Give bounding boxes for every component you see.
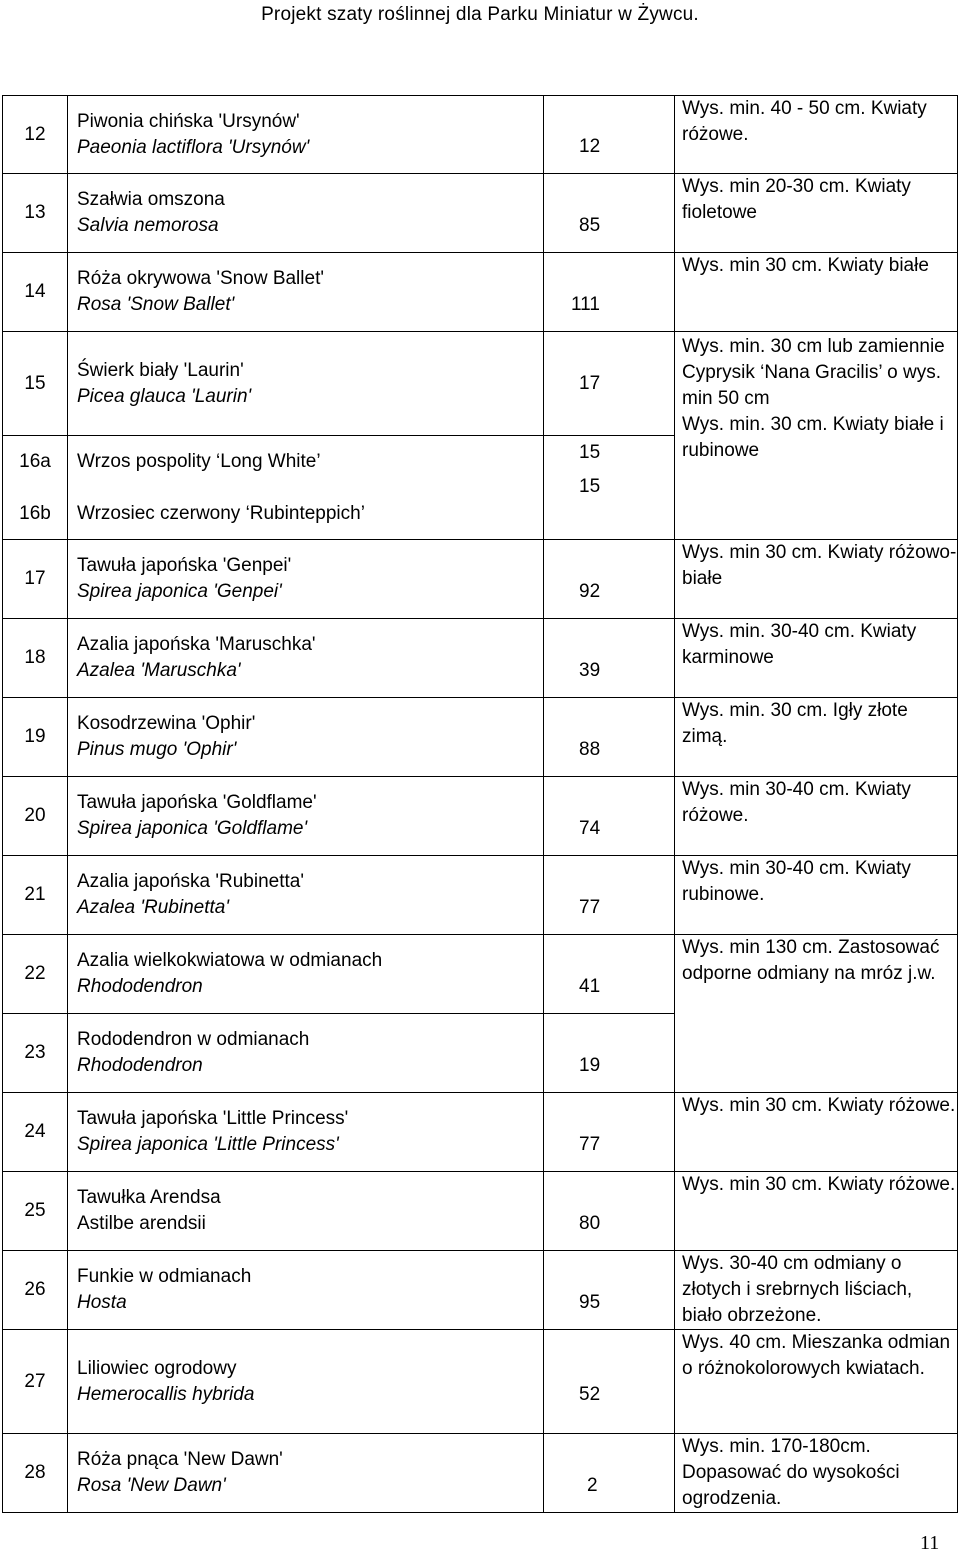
plant-name-latin: Spirea japonica 'Goldflame' (77, 818, 308, 839)
plant-name-polish: Rododendron w odmianach (77, 1029, 310, 1050)
plant-name-polish: Liliowiec ogrodowy (77, 1357, 237, 1379)
row-number-pair (3, 436, 68, 540)
description-cell (675, 332, 958, 540)
table-row (3, 935, 958, 1014)
table-row (3, 698, 958, 777)
plant-name-cell (68, 1251, 544, 1330)
quantity-cell: 19 (544, 1014, 675, 1093)
row-number: 27 (3, 1330, 68, 1434)
description-text: Wys. min. 30 cm. Kwiaty białe i rubinowe (682, 414, 944, 461)
quantity-cell: 12 (544, 96, 675, 174)
plant-name-polish: Tawułka Arendsa (77, 1187, 221, 1208)
description-cell: Wys. 30-40 cm odmiany o złotych i srebrnych liściach, biało obrzeżone. (675, 1251, 958, 1330)
row-number: 16b (19, 502, 51, 524)
plant-name-polish: Róża okrywowa 'Snow Ballet' (77, 268, 324, 289)
table-row (3, 1172, 958, 1251)
description-cell: Wys. min 20-30 cm. Kwiaty fioletowe (675, 174, 958, 253)
table-row (3, 1093, 958, 1172)
row-number: 17 (3, 540, 68, 619)
plant-name-polish: Azalia japońska 'Rubinetta' (77, 871, 304, 892)
description-cell: Wys. min 30 cm. Kwiaty różowe. (675, 1093, 958, 1172)
plant-name-latin: Rhododendron (77, 976, 203, 997)
page-header: Projekt szaty roślinnej dla Parku Miniatur w Żywcu. (261, 4, 699, 25)
plant-name-latin: Rosa 'Snow Ballet' (77, 294, 235, 315)
quantity-cell: 111 (544, 253, 675, 332)
description-cell: Wys. min. 40 - 50 cm. Kwiaty różowe. (675, 96, 958, 174)
plant-name-polish: Świerk biały 'Laurin' (77, 359, 244, 381)
table-row (3, 1434, 958, 1513)
row-number: 15 (3, 332, 68, 436)
quantity-cell: 95 (544, 1251, 675, 1330)
row-number: 28 (3, 1434, 68, 1513)
plant-name-latin: Rhododendron (77, 1055, 203, 1076)
description-cell: Wys. min. 30 cm. Igły złote zimą. (675, 698, 958, 777)
table-row (3, 253, 958, 332)
plant-name-polish: Róża pnąca 'New Dawn' (77, 1449, 283, 1470)
table-row (3, 777, 958, 856)
plant-name-cell (68, 856, 544, 935)
plant-name-latin: Azalea 'Rubinetta' (77, 897, 229, 918)
row-number: 20 (3, 777, 68, 856)
plant-name-cell (68, 1014, 544, 1093)
row-number: 24 (3, 1093, 68, 1172)
description-cell: Wys. min 30 cm. Kwiaty białe (675, 253, 958, 332)
plant-name-latin: Salvia nemorosa (77, 215, 219, 236)
row-number: 16a (19, 450, 51, 472)
table-row (3, 96, 958, 174)
plant-name-latin: Astilbe arendsii (77, 1213, 206, 1234)
plant-name-cell (68, 332, 544, 436)
plant-name-cell (68, 1172, 544, 1251)
row-number: 22 (3, 935, 68, 1014)
table-row (3, 856, 958, 935)
description-cell: Wys. min 30 cm. Kwiaty różowo-białe (675, 540, 958, 619)
plant-name-cell (68, 540, 544, 619)
plant-name-cell (68, 253, 544, 332)
quantity-cell: 88 (544, 698, 675, 777)
row-number: 12 (3, 96, 68, 174)
description-cell: Wys. min. 170-180cm. Dopasować do wysokości ogrodzenia. (675, 1434, 958, 1513)
plant-name-polish: Szałwia omszona (77, 189, 225, 210)
quantity-cell: 77 (544, 856, 675, 935)
plant-name-cell (68, 174, 544, 253)
description-text: Wys. min. 30 cm lub zamiennie Cyprysik ‘Nana Gracilis’ o wys. min 50 cm (682, 336, 945, 409)
plant-name-cell (68, 436, 544, 540)
table-row (3, 332, 958, 436)
description-cell: Wys. min 130 cm. Zastosować odporne odmiany na mróz j.w. (675, 935, 958, 1093)
description-cell: Wys. min 30 cm. Kwiaty różowe. (675, 1172, 958, 1251)
plant-name-polish: Wrzos pospolity ‘Long White’ (77, 450, 321, 472)
plant-name-latin: Spirea japonica 'Genpei' (77, 581, 282, 602)
row-number: 26 (3, 1251, 68, 1330)
description-cell: Wys. 40 cm. Mieszanka odmian o różnokolorowych kwiatach. (675, 1330, 958, 1434)
plant-table (2, 95, 958, 1513)
quantity-cell: 2 (544, 1434, 675, 1513)
plant-name-cell (68, 96, 544, 174)
quantity-cell: 77 (544, 1093, 675, 1172)
plant-name-latin: Hosta (77, 1292, 127, 1313)
quantity-cell: 92 (544, 540, 675, 619)
quantity-cell: 41 (544, 935, 675, 1014)
quantity-value: 15 (579, 442, 601, 463)
description-cell: Wys. min 30-40 cm. Kwiaty różowe. (675, 777, 958, 856)
quantity-cell: 80 (544, 1172, 675, 1251)
plant-name-cell (68, 619, 544, 698)
plant-name-polish: Tawuła japońska 'Goldflame' (77, 792, 317, 813)
plant-name-cell (68, 777, 544, 856)
plant-name-cell (68, 1093, 544, 1172)
row-number: 23 (3, 1014, 68, 1093)
plant-name-polish: Piwonia chińska 'Ursynów' (77, 110, 300, 132)
row-number: 13 (3, 174, 68, 253)
plant-name-polish: Azalia japońska 'Maruschka' (77, 634, 316, 655)
description-cell: Wys. min 30-40 cm. Kwiaty rubinowe. (675, 856, 958, 935)
table-row (3, 1330, 958, 1434)
row-number: 25 (3, 1172, 68, 1251)
plant-name-polish: Tawuła japońska 'Genpei' (77, 555, 292, 576)
quantity-cell: 52 (544, 1330, 675, 1434)
plant-name-cell (68, 698, 544, 777)
plant-name-polish: Tawuła japońska 'Little Princess' (77, 1108, 349, 1129)
row-number: 14 (3, 253, 68, 332)
quantity-cell: 85 (544, 174, 675, 253)
plant-name-polish: Kosodrzewina 'Ophir' (77, 713, 256, 734)
table-row (3, 540, 958, 619)
plant-name-latin: Rosa 'New Dawn' (77, 1475, 226, 1496)
row-number: 19 (3, 698, 68, 777)
plant-name-cell (68, 1330, 544, 1434)
table-row (3, 619, 958, 698)
quantity-cell: 17 (544, 332, 675, 436)
plant-name-polish: Wrzosiec czerwony ‘Rubinteppich’ (77, 502, 365, 524)
plant-name-cell (68, 935, 544, 1014)
plant-name-cell (68, 1434, 544, 1513)
plant-name-latin: Hemerocallis hybrida (77, 1383, 255, 1405)
page-number: 11 (920, 1532, 940, 1554)
plant-name-polish: Funkie w odmianach (77, 1266, 252, 1287)
plant-name-polish: Azalia wielkokwiatowa w odmianach (77, 950, 383, 971)
plant-name-latin: Picea glauca 'Laurin' (77, 385, 252, 407)
plant-name-latin: Paeonia lactiflora 'Ursynów' (77, 136, 310, 158)
quantity-cell: 74 (544, 777, 675, 856)
description-cell: Wys. min. 30-40 cm. Kwiaty karminowe (675, 619, 958, 698)
quantity-cell: 39 (544, 619, 675, 698)
plant-name-latin: Azalea 'Maruschka' (77, 660, 241, 681)
row-number: 21 (3, 856, 68, 935)
quantity-value: 15 (579, 476, 601, 497)
plant-name-latin: Spirea japonica 'Little Princess' (77, 1134, 339, 1155)
row-number: 18 (3, 619, 68, 698)
quantity-cell (544, 436, 675, 540)
table-row (3, 1251, 958, 1330)
table-row (3, 174, 958, 253)
plant-name-latin: Pinus mugo 'Ophir' (77, 739, 237, 760)
